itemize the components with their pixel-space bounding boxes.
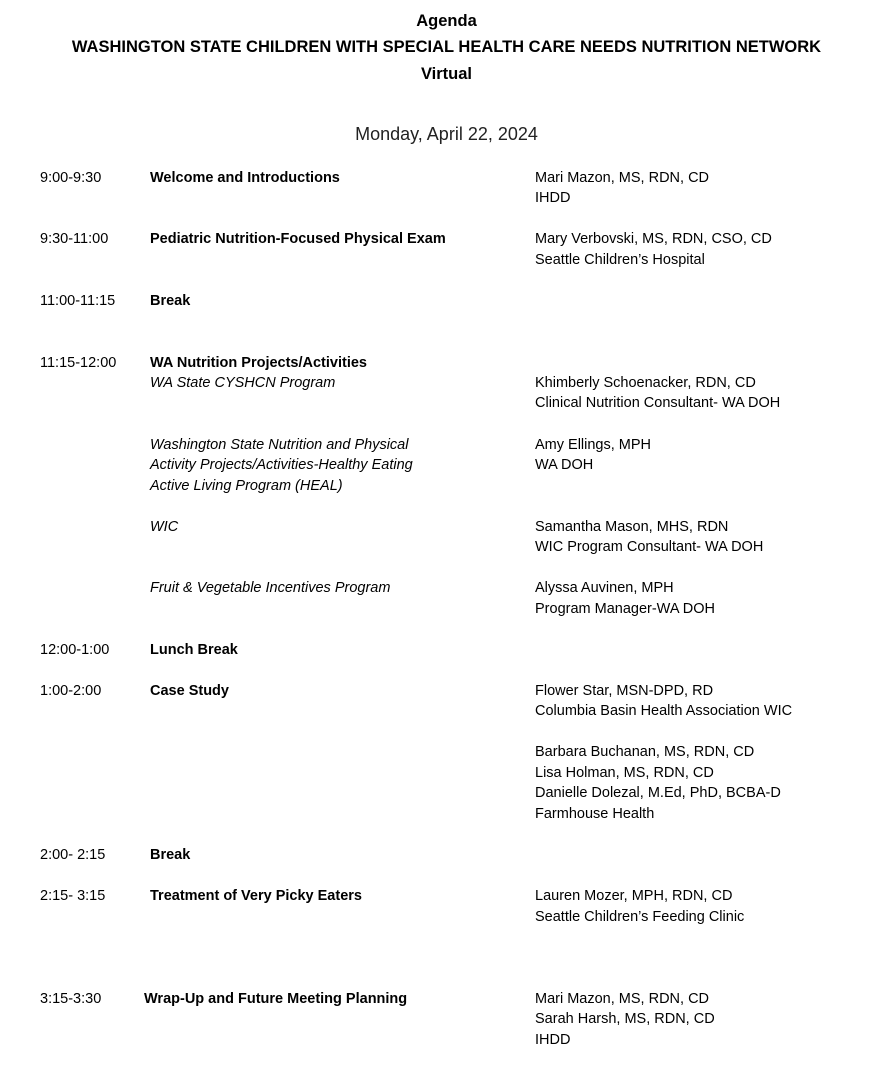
presenter-name: Alyssa Auvinen, MPH — [535, 580, 674, 596]
presenter-name: Barbara Buchanan, MS, RDN, CD — [535, 744, 755, 760]
subtopic: Activity Projects/Activities-Healthy Eating — [150, 457, 413, 473]
session-topic: Break — [150, 293, 191, 309]
subtopic: WA State CYSHCN Program — [150, 375, 336, 391]
session-topic: Treatment of Very Picky Eaters — [150, 888, 362, 904]
presenter-affiliation: IHDD — [535, 1032, 571, 1048]
subtopic: Active Living Program (HEAL) — [150, 478, 343, 494]
presenter-name: Amy Ellings, MPH — [535, 437, 652, 453]
session-topic: Break — [150, 847, 191, 863]
meeting-date: Monday, April 22, 2024 — [355, 124, 538, 144]
session-topic: Pediatric Nutrition-Focused Physical Exam — [150, 231, 446, 247]
session-topic: Lunch Break — [150, 642, 238, 658]
presenter-affiliation: Seattle Children’s Hospital — [535, 252, 705, 268]
presenter-affiliation: Clinical Nutrition Consultant- WA DOH — [535, 395, 781, 411]
subtopic: Washington State Nutrition and Physical — [150, 437, 409, 453]
presenter-name: Khimberly Schoenacker, RDN, CD — [535, 375, 756, 391]
session-time: 2:15- 3:15 — [40, 888, 106, 904]
organization-title: WASHINGTON STATE CHILDREN WITH SPECIAL HEALTH CARE NEEDS NUTRITION NETWORK — [71, 38, 822, 56]
presenter-affiliation: Program Manager-WA DOH — [535, 601, 715, 617]
session-time: 9:00-9:30 — [40, 170, 102, 186]
presenter-affiliation: IHDD — [535, 190, 571, 206]
subtopic: WIC — [150, 519, 179, 535]
session-topic: Case Study — [150, 683, 229, 699]
presenter-affiliation: Seattle Children’s Feeding Clinic — [535, 909, 745, 925]
session-time: 11:15-12:00 — [40, 355, 117, 371]
session-time: 3:15-3:30 — [40, 991, 102, 1007]
session-time: 2:00- 2:15 — [40, 847, 106, 863]
session-time: 11:00-11:15 — [40, 293, 116, 309]
session-topic: Welcome and Introductions — [150, 170, 340, 186]
session-topic: Wrap-Up and Future Meeting Planning — [144, 991, 408, 1007]
presenter-affiliation: WIC Program Consultant- WA DOH — [535, 539, 764, 555]
presenter-name: Mary Verbovski, MS, RDN, CSO, CD — [535, 231, 772, 247]
session-time: 12:00-1:00 — [40, 642, 110, 658]
presenter-name: Lisa Holman, MS, RDN, CD — [535, 765, 714, 781]
session-time: 1:00-2:00 — [40, 683, 102, 699]
presenter-name: Sarah Harsh, MS, RDN, CD — [535, 1011, 715, 1027]
presenter-affiliation: Farmhouse Health — [535, 806, 655, 822]
agenda-title: Agenda — [416, 12, 477, 30]
presenter-affiliation: Columbia Basin Health Association WIC — [535, 703, 793, 719]
format-label: Virtual — [420, 65, 473, 83]
presenter-name: Samantha Mason, MHS, RDN — [535, 519, 729, 535]
presenter-name: Flower Star, MSN-DPD, RD — [535, 683, 714, 699]
session-time: 9:30-11:00 — [40, 231, 109, 247]
presenter-name: Mari Mazon, MS, RDN, CD — [535, 991, 710, 1007]
presenter-name: Lauren Mozer, MPH, RDN, CD — [535, 888, 733, 904]
presenter-affiliation: WA DOH — [535, 457, 594, 473]
presenter-name: Mari Mazon, MS, RDN, CD — [535, 170, 710, 186]
subtopic: Fruit & Vegetable Incentives Program — [150, 580, 391, 596]
session-topic: WA Nutrition Projects/Activities — [150, 355, 367, 371]
presenter-name: Danielle Dolezal, M.Ed, PhD, BCBA-D — [535, 785, 781, 801]
